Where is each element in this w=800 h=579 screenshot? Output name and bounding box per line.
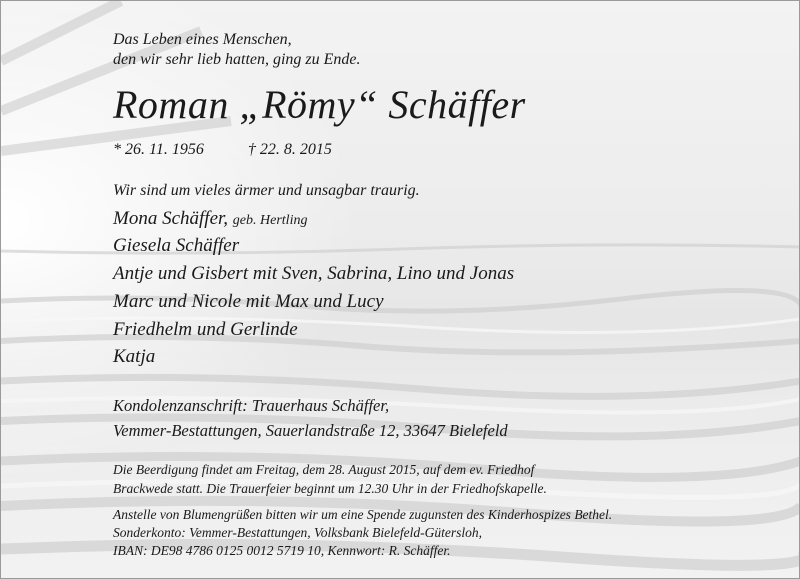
funeral-info-line-2: Brackwede statt. Die Trauerfeier beginnt um 12.30 Uhr in der Friedhofskapelle. bbox=[113, 481, 547, 496]
maiden-name-note: geb. Hertling bbox=[232, 213, 308, 228]
death-date: † 22. 8. 2015 bbox=[247, 141, 332, 158]
donation-info-line-2: Sonderkonto: Vemmer-Bestattungen, Volksbank Bielefeld-Gütersloh, bbox=[113, 525, 483, 540]
family-member: Katja bbox=[113, 346, 156, 367]
family-member bbox=[113, 208, 307, 230]
mourning-statement: Wir sind um vieles ärmer und unsagbar traurig. bbox=[113, 182, 420, 199]
family-member: Marc und Nicole mit Max und Lucy bbox=[113, 291, 384, 312]
family-member-name: Mona Schäffer, bbox=[113, 208, 229, 229]
donation-info-line-1: Anstelle von Blumengrüßen bitten wir um eine Spende zugunsten des Kinderhospizes Bethel. bbox=[113, 507, 613, 522]
intro-line-2: den wir sehr lieb hatten, ging zu Ende. bbox=[113, 51, 361, 68]
family-member: Friedhelm und Gerlinde bbox=[113, 319, 298, 340]
donation-info-line-3: IBAN: DE98 4786 0125 0012 5719 10, Kennwort: R. Schäffer. bbox=[113, 543, 451, 558]
intro-line-1: Das Leben eines Menschen, bbox=[113, 31, 292, 48]
condolence-address-line-1: Kondolenzanschrift: Trauerhaus Schäffer, bbox=[113, 396, 390, 415]
life-dates bbox=[113, 141, 332, 159]
notice-text bbox=[1, 1, 800, 579]
deceased-name: Roman „Römy“ Schäffer bbox=[113, 82, 526, 127]
family-member: Giesela Schäffer bbox=[113, 235, 240, 256]
condolence-address-line-2: Vemmer-Bestattungen, Sauerlandstraße 12, 33647 Bielefeld bbox=[113, 421, 508, 440]
family-member: Antje und Gisbert mit Sven, Sabrina, Lino und Jonas bbox=[113, 263, 515, 284]
funeral-info-line-1: Die Beerdigung findet am Freitag, dem 28. August 2015, auf dem ev. Friedhof bbox=[113, 462, 535, 477]
birth-date: * 26. 11. 1956 bbox=[113, 141, 204, 158]
